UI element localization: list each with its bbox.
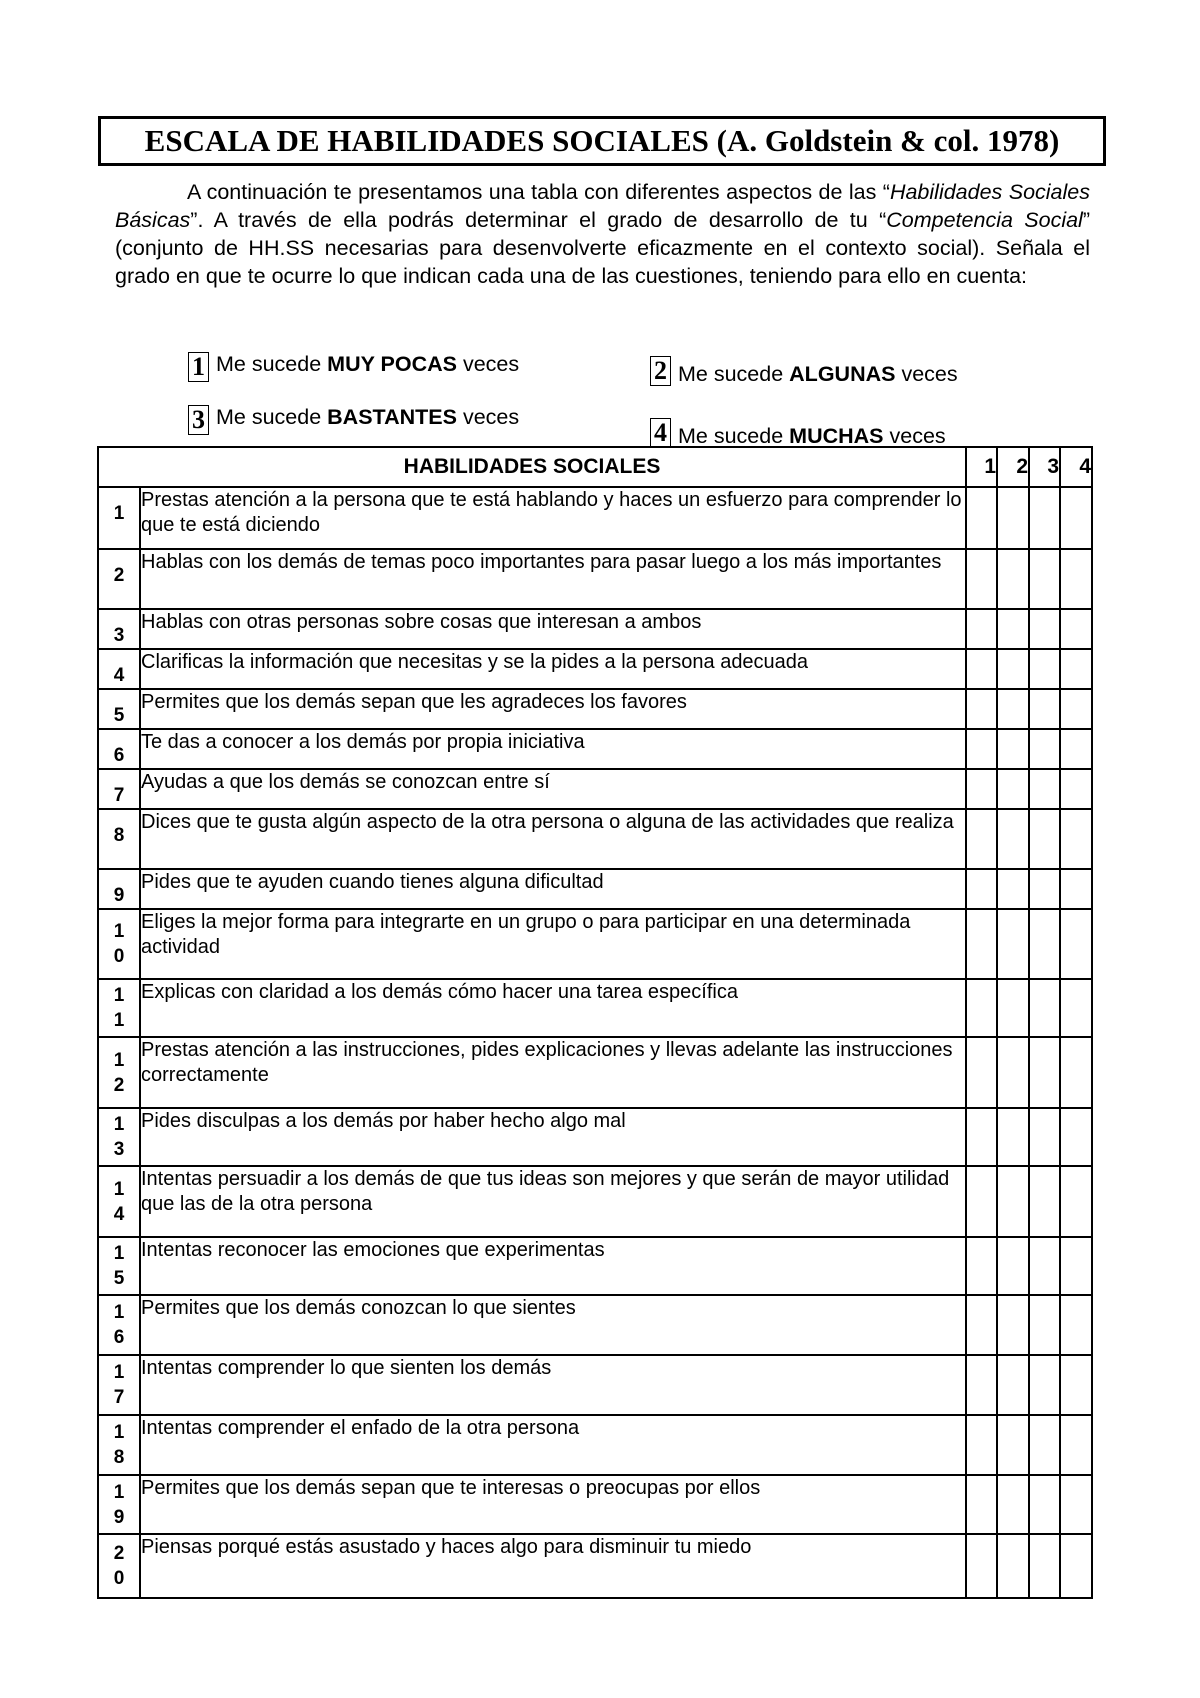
item-text: Prestas atención a las instrucciones, pides explicaciones y llevas adelante las instrucciones correctamente bbox=[140, 1037, 966, 1108]
answer-cell-3[interactable] bbox=[1029, 549, 1060, 609]
table-row bbox=[98, 729, 1092, 769]
item-number-digit: 9 bbox=[113, 1506, 125, 1528]
page-title: ESCALA DE HABILIDADES SOCIALES (A. Goldstein & col. 1978) bbox=[98, 116, 1106, 166]
answer-cell-3[interactable] bbox=[1029, 649, 1060, 689]
answer-cell-2[interactable] bbox=[997, 979, 1029, 1037]
item-number-digit: 7 bbox=[113, 785, 125, 806]
column-header-1: 1 bbox=[966, 447, 997, 487]
table-row bbox=[98, 869, 1092, 909]
table-row bbox=[98, 909, 1092, 979]
item-number-digit: 6 bbox=[113, 745, 125, 766]
item-text: Permites que los demás sepan que te interesas o preocupas por ellos bbox=[140, 1475, 966, 1534]
item-number bbox=[98, 1415, 140, 1475]
answer-cell-2[interactable] bbox=[997, 549, 1029, 609]
item-number bbox=[98, 1355, 140, 1415]
table-row bbox=[98, 549, 1092, 609]
answer-cell-4[interactable] bbox=[1060, 909, 1092, 979]
table-row bbox=[98, 979, 1092, 1037]
item-number-digit: 1 bbox=[113, 1302, 125, 1323]
intro-text-1: A continuación te presentamos una tabla con diferentes aspectos de las “ bbox=[187, 180, 890, 204]
answer-cell-3[interactable] bbox=[1029, 1237, 1060, 1295]
answer-cell-2[interactable] bbox=[997, 1037, 1029, 1108]
answer-cell-1[interactable] bbox=[966, 869, 997, 909]
answer-cell-2[interactable] bbox=[997, 1295, 1029, 1355]
item-text: Dices que te gusta algún aspecto de la otra persona o alguna de las actividades que realiza bbox=[140, 809, 966, 869]
table-row bbox=[98, 689, 1092, 729]
table-row bbox=[98, 1166, 1092, 1237]
answer-cell-2[interactable] bbox=[997, 1355, 1029, 1415]
answer-cell-3[interactable] bbox=[1029, 769, 1060, 809]
item-text: Intentas reconocer las emociones que experimentas bbox=[140, 1237, 966, 1295]
column-header-3: 3 bbox=[1029, 447, 1060, 487]
table-row bbox=[98, 1037, 1092, 1108]
answer-cell-2[interactable] bbox=[997, 869, 1029, 909]
skills-table bbox=[97, 446, 1093, 1599]
answer-cell-2[interactable] bbox=[997, 1475, 1029, 1534]
answer-cell-1[interactable] bbox=[966, 1415, 997, 1475]
legend-item-3 bbox=[188, 405, 519, 435]
item-number bbox=[98, 979, 140, 1037]
answer-cell-1[interactable] bbox=[966, 689, 997, 729]
table-row bbox=[98, 1415, 1092, 1475]
item-number bbox=[98, 729, 140, 769]
column-header-4: 4 bbox=[1060, 447, 1092, 487]
item-number-digit: 1 bbox=[113, 1481, 125, 1503]
item-number bbox=[98, 1534, 140, 1598]
intro-text-2: ”. A través de ella podrás determinar el grado de desarrollo de tu “ bbox=[190, 208, 887, 232]
answer-cell-3[interactable] bbox=[1029, 1355, 1060, 1415]
item-number-digit: 1 bbox=[113, 1049, 125, 1071]
item-number bbox=[98, 1037, 140, 1108]
answer-cell-3[interactable] bbox=[1029, 1415, 1060, 1475]
answer-cell-4[interactable] bbox=[1060, 1237, 1092, 1295]
item-number-digit: 1 bbox=[113, 985, 125, 1006]
table-row bbox=[98, 487, 1092, 549]
item-number-digit: 1 bbox=[113, 1114, 125, 1135]
answer-cell-2[interactable] bbox=[997, 769, 1029, 809]
answer-cell-1[interactable] bbox=[966, 609, 997, 649]
item-number bbox=[98, 487, 140, 549]
answer-cell-2[interactable] bbox=[997, 609, 1029, 649]
answer-cell-2[interactable] bbox=[997, 1166, 1029, 1237]
table-row bbox=[98, 1237, 1092, 1295]
item-text: Piensas porqué estás asustado y haces algo para disminuir tu miedo bbox=[140, 1534, 966, 1598]
answer-cell-3[interactable] bbox=[1029, 729, 1060, 769]
intro-paragraph bbox=[115, 178, 1090, 290]
table-header-title: HABILIDADES SOCIALES bbox=[98, 447, 966, 487]
answer-cell-2[interactable] bbox=[997, 689, 1029, 729]
item-number-digit: 5 bbox=[113, 1268, 125, 1289]
answer-cell-4[interactable] bbox=[1060, 1415, 1092, 1475]
item-text: Hablas con otras personas sobre cosas que interesan a ambos bbox=[140, 609, 966, 649]
answer-cell-2[interactable] bbox=[997, 649, 1029, 689]
table-row bbox=[98, 1108, 1092, 1166]
item-number-digit: 2 bbox=[113, 565, 125, 586]
item-text: Intentas comprender el enfado de la otra persona bbox=[140, 1415, 966, 1475]
item-text: Pides que te ayuden cuando tienes alguna dificultad bbox=[140, 869, 966, 909]
answer-cell-4[interactable] bbox=[1060, 1295, 1092, 1355]
answer-cell-3[interactable] bbox=[1029, 809, 1060, 869]
answer-cell-3[interactable] bbox=[1029, 869, 1060, 909]
answer-cell-4[interactable] bbox=[1060, 869, 1092, 909]
item-number bbox=[98, 1237, 140, 1295]
item-number-digit: 7 bbox=[113, 1387, 125, 1408]
table-row bbox=[98, 1355, 1092, 1415]
intro-emphasis-2: Competencia Social bbox=[886, 208, 1083, 232]
item-number bbox=[98, 649, 140, 689]
legend-item-2 bbox=[650, 356, 958, 387]
item-text: Intentas persuadir a los demás de que tus ideas son mejores y que serán de mayor utilidad que las de la otra persona bbox=[140, 1166, 966, 1237]
answer-cell-2[interactable] bbox=[997, 809, 1029, 869]
answer-cell-3[interactable] bbox=[1029, 1475, 1060, 1534]
item-number-digit: 0 bbox=[113, 1568, 125, 1589]
item-text: Permites que los demás conozcan lo que sientes bbox=[140, 1295, 966, 1355]
answer-cell-1[interactable] bbox=[966, 1037, 997, 1108]
legend-label: Me sucede MUCHAS veces bbox=[678, 424, 946, 448]
legend-item-1 bbox=[188, 352, 519, 382]
item-number-digit: 1 bbox=[113, 1362, 125, 1383]
item-number bbox=[98, 809, 140, 869]
legend-number-box: 2 bbox=[650, 356, 671, 386]
item-number bbox=[98, 909, 140, 979]
answer-cell-2[interactable] bbox=[997, 1108, 1029, 1166]
item-number bbox=[98, 1475, 140, 1534]
item-text: Permites que los demás sepan que les agradeces los favores bbox=[140, 689, 966, 729]
answer-cell-4[interactable] bbox=[1060, 769, 1092, 809]
legend-item-4 bbox=[650, 418, 946, 449]
answer-cell-1[interactable] bbox=[966, 649, 997, 689]
answer-cell-2[interactable] bbox=[997, 487, 1029, 549]
item-number bbox=[98, 549, 140, 609]
answer-cell-3[interactable] bbox=[1029, 1295, 1060, 1355]
answer-cell-1[interactable] bbox=[966, 1295, 997, 1355]
answer-cell-3[interactable] bbox=[1029, 689, 1060, 729]
item-number-digit: 1 bbox=[113, 1422, 125, 1443]
answer-cell-2[interactable] bbox=[997, 1415, 1029, 1475]
answer-cell-3[interactable] bbox=[1029, 609, 1060, 649]
answer-cell-4[interactable] bbox=[1060, 487, 1092, 549]
answer-cell-3[interactable] bbox=[1029, 909, 1060, 979]
answer-cell-3[interactable] bbox=[1029, 1534, 1060, 1598]
answer-cell-4[interactable] bbox=[1060, 649, 1092, 689]
answer-cell-1[interactable] bbox=[966, 809, 997, 869]
answer-cell-2[interactable] bbox=[997, 1534, 1029, 1598]
answer-cell-2[interactable] bbox=[997, 909, 1029, 979]
answer-cell-2[interactable] bbox=[997, 1237, 1029, 1295]
answer-cell-3[interactable] bbox=[1029, 1108, 1060, 1166]
answer-cell-2[interactable] bbox=[997, 729, 1029, 769]
answer-cell-4[interactable] bbox=[1060, 809, 1092, 869]
item-text: Ayudas a que los demás se conozcan entre sí bbox=[140, 769, 966, 809]
answer-cell-1[interactable] bbox=[966, 769, 997, 809]
item-number-digit: 3 bbox=[113, 1139, 125, 1160]
answer-cell-4[interactable] bbox=[1060, 549, 1092, 609]
answer-cell-3[interactable] bbox=[1029, 487, 1060, 549]
answer-cell-4[interactable] bbox=[1060, 979, 1092, 1037]
item-number-digit: 1 bbox=[113, 1178, 125, 1200]
item-number-digit: 4 bbox=[113, 665, 125, 686]
intro-text-3: ” (conjunto de HH.SS necesarias para desenvolverte eficazmente en el contexto social). Señala el grado en que te ocurre lo que indican cada una de las cuestiones, teniendo para ello en cuenta: bbox=[115, 208, 1090, 288]
legend-label: Me sucede MUY POCAS veces bbox=[216, 352, 520, 376]
item-number-digit: 3 bbox=[113, 625, 125, 646]
answer-cell-1[interactable] bbox=[966, 729, 997, 769]
answer-cell-4[interactable] bbox=[1060, 1534, 1092, 1598]
item-text: Pides disculpas a los demás por haber hecho algo mal bbox=[140, 1108, 966, 1166]
answer-cell-3[interactable] bbox=[1029, 1166, 1060, 1237]
item-text: Intentas comprender lo que sienten los demás bbox=[140, 1355, 966, 1415]
answer-cell-4[interactable] bbox=[1060, 729, 1092, 769]
item-text: Te das a conocer a los demás por propia iniciativa bbox=[140, 729, 966, 769]
answer-cell-1[interactable] bbox=[966, 1237, 997, 1295]
item-text: Eliges la mejor forma para integrarte en un grupo o para participar en una determinada actividad bbox=[140, 909, 966, 979]
item-text: Hablas con los demás de temas poco importantes para pasar luego a los más importantes bbox=[140, 549, 966, 609]
table-row bbox=[98, 1295, 1092, 1355]
answer-cell-1[interactable] bbox=[966, 1475, 997, 1534]
item-number-digit: 8 bbox=[113, 1447, 125, 1468]
answer-cell-4[interactable] bbox=[1060, 1355, 1092, 1415]
intro-emphasis-1: Habilidades Sociales Básicas bbox=[115, 180, 1090, 232]
item-number bbox=[98, 769, 140, 809]
legend-number-box: 3 bbox=[188, 405, 209, 435]
legend-number-box: 1 bbox=[188, 352, 209, 382]
item-number-digit: 0 bbox=[113, 946, 125, 967]
item-number-digit: 8 bbox=[113, 825, 125, 846]
item-number-digit: 2 bbox=[113, 1074, 125, 1096]
answer-cell-1[interactable] bbox=[966, 1166, 997, 1237]
answer-cell-4[interactable] bbox=[1060, 1166, 1092, 1237]
item-number-digit: 1 bbox=[113, 503, 125, 524]
item-number bbox=[98, 1108, 140, 1166]
table-row bbox=[98, 1475, 1092, 1534]
item-number bbox=[98, 869, 140, 909]
answer-cell-4[interactable] bbox=[1060, 1475, 1092, 1534]
answer-cell-4[interactable] bbox=[1060, 1108, 1092, 1166]
table-row bbox=[98, 809, 1092, 869]
table-row bbox=[98, 1534, 1092, 1598]
answer-cell-4[interactable] bbox=[1060, 1037, 1092, 1108]
table-row bbox=[98, 769, 1092, 809]
item-number-digit: 4 bbox=[113, 1203, 125, 1225]
column-header-2: 2 bbox=[997, 447, 1029, 487]
item-text: Explicas con claridad a los demás cómo hacer una tarea específica bbox=[140, 979, 966, 1037]
answer-cell-3[interactable] bbox=[1029, 979, 1060, 1037]
item-text: Clarificas la información que necesitas y se la pides a la persona adecuada bbox=[140, 649, 966, 689]
item-number-digit: 5 bbox=[113, 705, 125, 726]
item-number bbox=[98, 609, 140, 649]
answer-cell-4[interactable] bbox=[1060, 689, 1092, 729]
answer-cell-3[interactable] bbox=[1029, 1037, 1060, 1108]
item-number bbox=[98, 689, 140, 729]
table-header-row bbox=[98, 447, 1092, 487]
answer-cell-1[interactable] bbox=[966, 1355, 997, 1415]
item-number-digit: 1 bbox=[113, 921, 125, 942]
item-number bbox=[98, 1166, 140, 1237]
item-number-digit: 6 bbox=[113, 1327, 125, 1348]
legend-number-box: 4 bbox=[650, 418, 671, 448]
answer-cell-1[interactable] bbox=[966, 909, 997, 979]
answer-cell-1[interactable] bbox=[966, 487, 997, 549]
legend-label: Me sucede BASTANTES veces bbox=[216, 405, 520, 429]
table-row bbox=[98, 609, 1092, 649]
table-row bbox=[98, 649, 1092, 689]
legend-label: Me sucede ALGUNAS veces bbox=[678, 362, 958, 386]
item-text: Prestas atención a la persona que te está hablando y haces un esfuerzo para comprender lo que te está diciendo bbox=[140, 487, 966, 549]
answer-cell-1[interactable] bbox=[966, 1534, 997, 1598]
item-number-digit: 2 bbox=[113, 1543, 125, 1564]
item-number-digit: 1 bbox=[113, 1010, 125, 1031]
answer-cell-4[interactable] bbox=[1060, 609, 1092, 649]
answer-cell-1[interactable] bbox=[966, 549, 997, 609]
item-number-digit: 9 bbox=[113, 885, 125, 906]
item-number bbox=[98, 1295, 140, 1355]
answer-cell-1[interactable] bbox=[966, 1108, 997, 1166]
answer-cell-1[interactable] bbox=[966, 979, 997, 1037]
item-number-digit: 1 bbox=[113, 1243, 125, 1264]
